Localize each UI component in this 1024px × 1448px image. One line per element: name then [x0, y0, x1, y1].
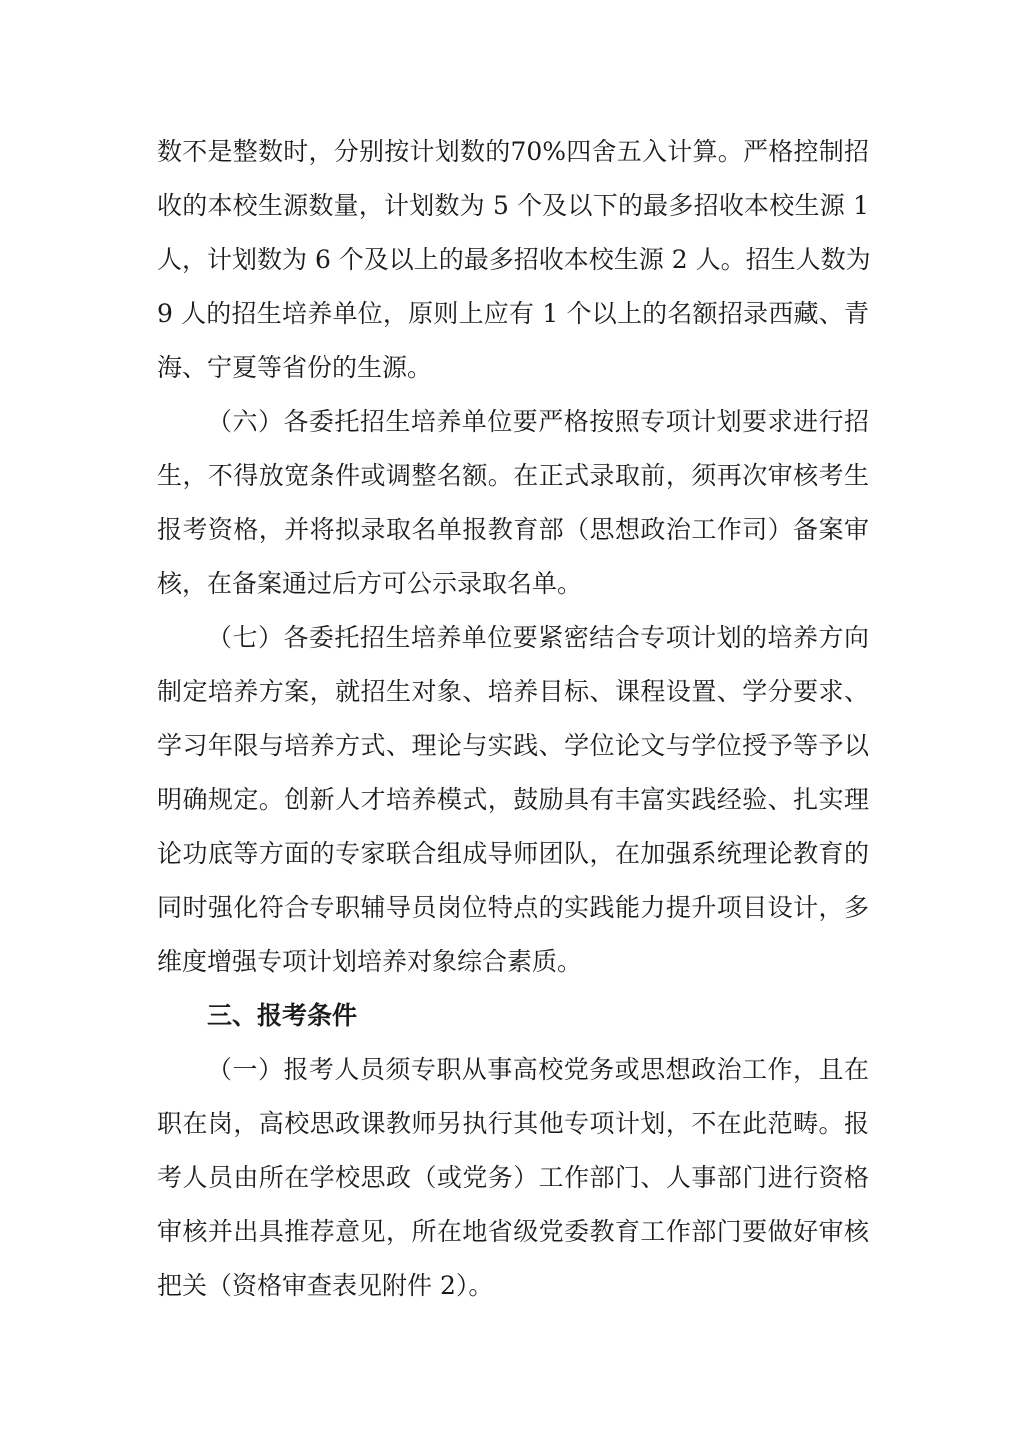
text-line: 生，不得放宽条件或调整名额。在正式录取前，须再次审核考生 [157, 461, 869, 490]
text-line: 核，在备案通过后方可公示录取名单。 [157, 569, 583, 598]
text-line: 职在岗，高校思政课教师另执行其他专项计划，不在此范畴。报 [157, 1109, 869, 1138]
text-line: 数不是整数时，分别按计划数的70%四舍五入计算。严格控制招 [157, 137, 869, 166]
paragraph-start-line: （一）报考人员须专职从事高校党务或思想政治工作，且在 [207, 1055, 869, 1084]
text-line: 同时强化符合专职辅导员岗位特点的实践能力提升项目设计，多 [157, 893, 869, 922]
text-line: 审核并出具推荐意见，所在地省级党委教育工作部门要做好审核 [157, 1217, 869, 1246]
text-line: 考人员由所在学校思政（或党务）工作部门、人事部门进行资格 [157, 1163, 869, 1192]
text-line: 收的本校生源数量，计划数为 5 个及以下的最多招收本校生源 1 [157, 191, 869, 220]
text-line: 制定培养方案，就招生对象、培养目标、课程设置、学分要求、 [157, 677, 869, 706]
paragraph-start-line: （七）各委托招生培养单位要紧密结合专项计划的培养方向 [207, 623, 869, 652]
text-line: 维度增强专项计划培养对象综合素质。 [157, 947, 583, 976]
paragraph-start-line: （六）各委托招生培养单位要严格按照专项计划要求进行招 [207, 407, 869, 436]
text-line: 论功底等方面的专家联合组成导师团队，在加强系统理论教育的 [157, 839, 869, 868]
text-line: 把关（资格审查表见附件 2）。 [157, 1271, 494, 1300]
text-line: 学习年限与培养方式、理论与实践、学位论文与学位授予等予以 [157, 731, 869, 760]
text-line: 人，计划数为 6 个及以上的最多招收本校生源 2 人。招生人数为 [157, 245, 871, 274]
text-line: 9 人的招生培养单位，原则上应有 1 个以上的名额招录西藏、青 [157, 299, 869, 328]
text-line: 明确规定。创新人才培养模式，鼓励具有丰富实践经验、扎实理 [157, 785, 869, 814]
section-heading: 三、报考条件 [207, 1001, 358, 1030]
text-line: 海、宁夏等省份的生源。 [157, 353, 433, 382]
text-line: 报考资格，并将拟录取名单报教育部（思想政治工作司）备案审 [157, 515, 869, 544]
